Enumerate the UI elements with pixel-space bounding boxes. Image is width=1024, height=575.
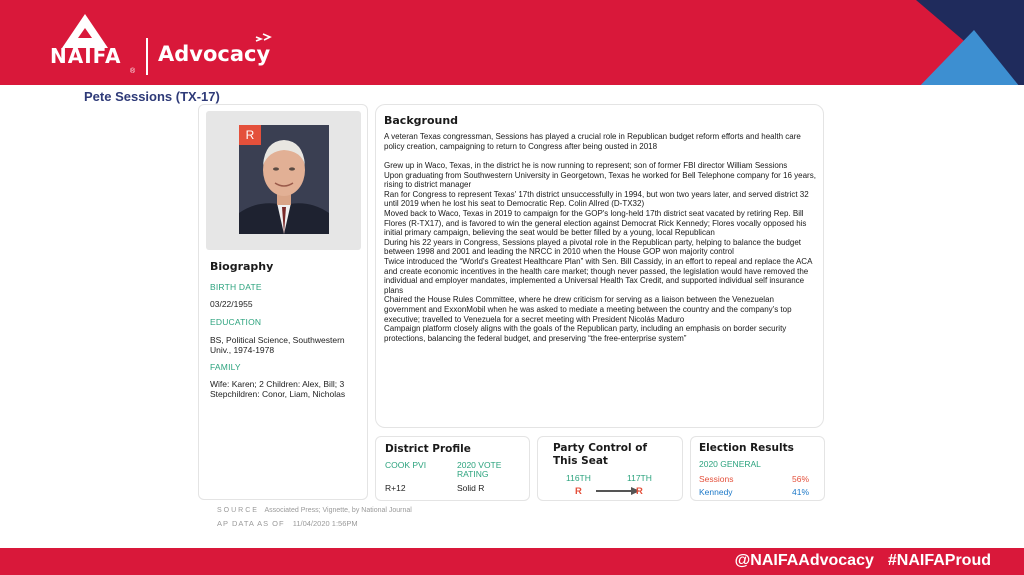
portrait-photo	[239, 125, 329, 234]
arrow-right-icon	[595, 486, 641, 496]
candidate-percent: 56%	[792, 474, 810, 484]
biography-card	[198, 104, 368, 500]
background-item: Grew up in Waco, Texas, in the district he is now running to represent; son of former FBI director William Sessions	[384, 161, 788, 170]
asof-label: AP DATA AS OF	[217, 519, 285, 528]
party-control-heading: Party Control of This Seat	[553, 442, 648, 467]
election-results-heading: Election Results	[699, 442, 794, 454]
header-corner-art	[844, 0, 1024, 85]
family-value: Wife: Karen; 2 Children: Alex, Bill; 3 Stepchildren: Conor, Liam, Nicholas	[210, 379, 346, 399]
biography-heading: Biography	[210, 260, 274, 273]
asof-text: 11/04/2020 1:56PM	[292, 519, 358, 528]
social-tags	[735, 552, 991, 570]
vote-rating-value: Solid R	[457, 483, 485, 493]
congress-116-label: 116TH	[566, 473, 591, 483]
birth-date-value: 03/22/1955	[210, 299, 253, 309]
background-item: Upon graduating from Southwestern University in Georgetown, Texas he worked for Bell Telephone company for 16 years, rising to district manager	[384, 170, 816, 190]
general-election-label: 2020 GENERAL	[699, 459, 761, 469]
logo-divider	[146, 38, 148, 75]
background-list	[384, 161, 816, 343]
data-timestamp-line	[217, 519, 358, 528]
education-value: BS, Political Science, Southwestern Univ., 1974-1978	[210, 335, 345, 355]
education-label: EDUCATION	[210, 317, 262, 327]
candidate-name: Kennedy	[699, 487, 733, 497]
background-card	[375, 104, 824, 428]
source-text: Associated Press; Vignette, by National Journal	[264, 507, 412, 514]
party-117-value: R	[636, 486, 643, 497]
logo-text: NAIFA	[50, 44, 122, 68]
party-control-card	[537, 436, 683, 501]
birth-date-label: BIRTH DATE	[210, 282, 262, 292]
congress-117-label: 117TH	[627, 473, 652, 483]
photo-frame	[206, 111, 361, 250]
cook-pvi-label: COOK PVI	[385, 460, 427, 470]
background-item: Ran for Congress to represent Texas' 17th district unsuccessfully in 1994, but won two years later, and served district 32 until 2019 when he lost his seat to Democratic Rep. Colin Allred (D-TX32)	[384, 189, 809, 209]
source-line	[217, 507, 412, 514]
background-intro: A veteran Texas congressman, Sessions has played a crucial role in Republican budget reform efforts and health care policy creation, campaigning to return to Congress after being ousted in 2018	[384, 132, 801, 151]
family-label: FAMILY	[210, 362, 241, 372]
background-item: Campaign platform closely aligns with the goals of the Republican party, including an emphasis on border security protections, balancing the federal budget, and preserving “the free-enterprise system”	[384, 324, 787, 343]
background-item: Twice introduced the “World's Greatest Healthcare Plan” with Sen. Bill Cassidy, in an effort to repeal and replace the ACA and create economic incentives in the health care market; though never passed, the legislation would have removed the individual and employer mandates, implemented a Universal Health Tax Credit, and supported individual self insurance plans	[384, 256, 812, 295]
header-bar	[0, 0, 1024, 85]
page-title: Pete Sessions (TX-17)	[84, 89, 220, 104]
background-item: Moved back to Waco, Texas in 2019 to campaign for the GOP's long-held 17th district seat vacated by retiring Rep. Bill Flores (R-TX17), and is favored to win the general election against Democrat Rick Kennedy; Flores vocally opposed his initial primary campaign, believing the seat would be better filled by a young, local Republican	[384, 208, 807, 238]
candidate-percent: 41%	[792, 487, 810, 497]
footer-bar	[0, 548, 1024, 575]
background-item: Chaired the House Rules Committee, where he drew criticism for serving as a liaison between the Venezuelan government and ExxonMobil when he was asked to mediate a meeting between the country and the company's top executive; travelled to Venezuela for a secret meeting with President Nicolás Maduro	[384, 295, 792, 324]
source-label: SOURCE	[217, 507, 259, 514]
party-116-value: R	[575, 486, 582, 497]
naifa-logo-icon	[62, 14, 108, 48]
election-results-card	[690, 436, 825, 501]
arrows-icon	[254, 33, 272, 47]
background-heading: Background	[384, 114, 459, 127]
hashtag: #NAIFAProud	[887, 552, 991, 569]
cook-pvi-value: R+12	[385, 483, 406, 493]
district-profile-card	[375, 436, 530, 501]
background-item: During his 22 years in Congress, Sessions played a pivotal role in the Republican party, helping to balance the budget between 1998 and 2001 and leading the NRCC in 2010 when the House GOP won majority control	[384, 237, 801, 257]
section-title: Advocacy	[158, 42, 271, 66]
party-badge: R	[239, 125, 261, 145]
twitter-handle: @NAIFAAdvocacy	[734, 552, 874, 569]
vote-rating-label: 2020 VOTE RATING	[457, 460, 502, 479]
candidate-name: Sessions	[699, 474, 734, 484]
logo-registered-mark: ®	[130, 68, 136, 75]
district-profile-heading: District Profile	[385, 443, 471, 455]
